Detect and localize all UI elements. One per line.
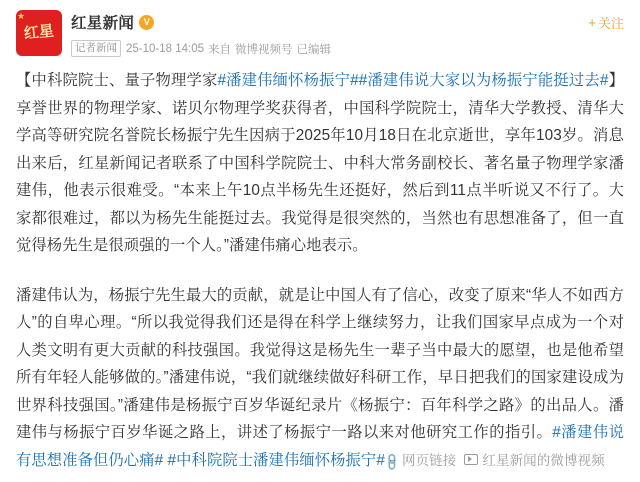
meta-source-prefix: 来自 (208, 43, 232, 56)
post-header (16, 10, 624, 62)
paragraph1-body: 】享誉世界的物理学家、诺贝尔物理学奖获得者，中国科学院院士，清华大学教授、清华大学高等研究院名誉院长杨振宁先生因病于2025年10月18日在北京逝世，享年103岁。消息出来后，红星新闻记者联系了中国科学院院士、中科大常务副校长、著名量子物理学家潘建伟，他表示很难受。“本来上午10点半杨先生还挺好，然后到11点半听说又不行了。大家都很难过，都以为杨先生能挺过去。我觉得是很突然的，当然也有思想准备了，但一直觉得杨先生是很顽强的一个人。”潘建伟痛心地表示。 (16, 72, 624, 254)
account-name-row (71, 11, 624, 33)
post-content (16, 67, 624, 476)
webpage-link[interactable]: 网页链接 (401, 452, 457, 468)
hashtag-heartache[interactable]: #潘建伟说有思想准备但仍心痛# (16, 424, 624, 469)
follow-button[interactable] (588, 13, 624, 32)
video-icon (464, 454, 478, 465)
post-paragraph-2 (16, 282, 624, 477)
account-tag: 记者新闻 (71, 40, 121, 57)
post-date: 25-10-18 14:05 (126, 42, 205, 55)
post-source[interactable]: 微博视频号 (235, 43, 293, 56)
account-info (71, 10, 624, 57)
follow-button-label: 关注 (597, 16, 624, 31)
post-paragraph-1 (16, 67, 624, 260)
link-icon: 🔗 (381, 451, 403, 472)
hashtag-panjianwei-memorial[interactable]: #潘建伟缅怀杨振宁# (217, 72, 359, 89)
post-edited: 已编辑 (296, 43, 332, 56)
video-link[interactable]: 红星新闻的微博视频 (482, 452, 605, 468)
paragraph2-body: 潘建伟认为，杨振宁先生最大的贡献，就是让中国人有了信心，改变了原来“华人不如西方人”的自卑心理。“所以我觉得我们还是得在科学上继续努力，让我们国家早点成为一个对人类文明有更大贡献的科技强国。我觉得这是杨先生一辈子当中最大的愿望，也是他希望所有年轻人能够做的。”潘建伟说，“我们就继续做好科研工作，早日把我们的国家建设成为世界科技强国。”潘建伟是杨振宁百岁华诞纪录片《杨振宁：百年科学之路》的出品人。潘建伟与杨振宁百岁华诞之路上，讲述了杨振宁一路以来对他研究工作的指引。 (16, 286, 624, 441)
avatar[interactable] (16, 10, 62, 56)
plus-icon: + (588, 15, 596, 30)
post-links (381, 451, 605, 472)
post-meta (71, 40, 624, 57)
verified-badge-icon: V (139, 15, 154, 30)
account-name[interactable]: 红星新闻 (71, 15, 135, 32)
hashtag-panjianwei-expected[interactable]: #潘建伟说大家以为杨振宁能挺过去# (358, 72, 609, 89)
star-icon: ★ (17, 11, 26, 21)
avatar-label: 红星 (23, 21, 55, 43)
hashtag-academician-memorial[interactable]: #中科院院士潘建伟缅怀杨振宁# (167, 451, 385, 469)
paragraph1-lead: 【中科院院士、量子物理学家 (16, 72, 218, 89)
